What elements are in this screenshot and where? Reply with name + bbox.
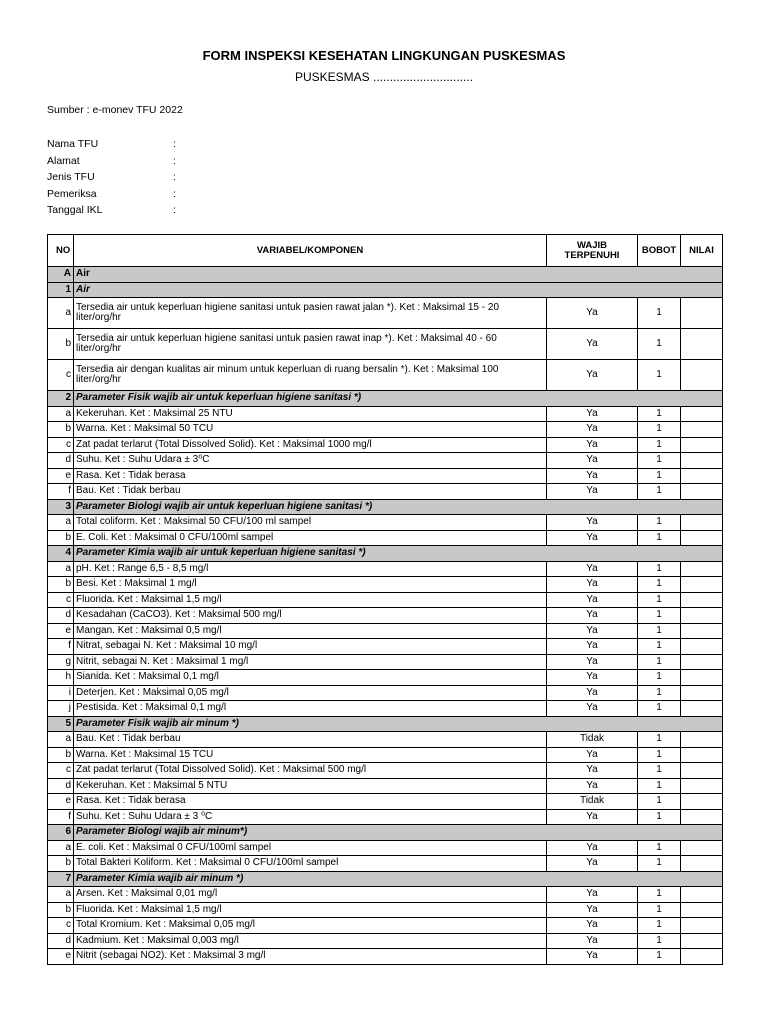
row-no: c <box>48 763 74 779</box>
header-bobot: BOBOT <box>638 235 681 267</box>
row-wajib: Ya <box>547 422 638 438</box>
row-variabel: Bau. Ket : Tidak berbau <box>74 484 547 500</box>
row-wajib: Ya <box>547 949 638 965</box>
row-nilai-input[interactable] <box>681 639 723 655</box>
row-no: A <box>48 267 74 283</box>
subsection-row <box>48 282 723 298</box>
row-wajib: Ya <box>547 747 638 763</box>
row-variabel: Fluorida. Ket : Maksimal 1,5 mg/l <box>74 592 547 608</box>
info-nama-tfu <box>47 136 176 153</box>
info-pemeriksa <box>47 186 176 203</box>
row-no: e <box>48 468 74 484</box>
table-row <box>48 809 723 825</box>
row-bobot: 1 <box>638 670 681 686</box>
subsection-row <box>48 391 723 407</box>
table-row <box>48 515 723 531</box>
row-title: Parameter Biologi wajib air untuk keperluan higiene sanitasi *) <box>74 499 723 515</box>
row-nilai-input[interactable] <box>681 949 723 965</box>
row-nilai-input[interactable] <box>681 902 723 918</box>
row-variabel: Arsen. Ket : Maksimal 0,01 mg/l <box>74 887 547 903</box>
row-nilai-input[interactable] <box>681 577 723 593</box>
row-bobot: 1 <box>638 608 681 624</box>
row-wajib: Ya <box>547 856 638 872</box>
row-variabel: Kadmium. Ket : Maksimal 0,003 mg/l <box>74 933 547 949</box>
row-bobot: 1 <box>638 623 681 639</box>
table-row <box>48 623 723 639</box>
row-nilai-input[interactable] <box>681 592 723 608</box>
subsection-row <box>48 499 723 515</box>
row-nilai-input[interactable] <box>681 856 723 872</box>
table-row <box>48 701 723 717</box>
row-no: c <box>48 437 74 453</box>
row-variabel: E. Coli. Ket : Maksimal 0 CFU/100ml sampel <box>74 530 547 546</box>
header-wajib: WAJIB TERPENUHI <box>547 235 638 267</box>
info-jenis-tfu <box>47 169 176 186</box>
info-label: Tanggal IKL <box>47 204 103 216</box>
row-title: Parameter Kimia wajib air untuk keperluan higiene sanitasi *) <box>74 546 723 562</box>
row-nilai-input[interactable] <box>681 794 723 810</box>
row-wajib: Tidak <box>547 794 638 810</box>
row-bobot: 1 <box>638 592 681 608</box>
row-variabel: Suhu. Ket : Suhu Udara ± 3⁰C <box>74 453 547 469</box>
row-bobot: 1 <box>638 747 681 763</box>
table-row <box>48 608 723 624</box>
table-row <box>48 468 723 484</box>
row-no: 5 <box>48 716 74 732</box>
row-nilai-input[interactable] <box>681 887 723 903</box>
row-nilai-input[interactable] <box>681 453 723 469</box>
row-wajib: Ya <box>547 577 638 593</box>
row-wajib: Ya <box>547 763 638 779</box>
table-row <box>48 592 723 608</box>
info-tanggal-ikl <box>47 202 176 219</box>
row-variabel: Zat padat terlarut (Total Dissolved Solid). Ket : Maksimal 500 mg/l <box>74 763 547 779</box>
row-wajib: Ya <box>547 298 638 329</box>
subsection-row <box>48 716 723 732</box>
row-no: a <box>48 732 74 748</box>
header-nilai: NILAI <box>681 235 723 267</box>
row-variabel: E. coli. Ket : Maksimal 0 CFU/100ml sampel <box>74 840 547 856</box>
row-nilai-input[interactable] <box>681 654 723 670</box>
row-nilai-input[interactable] <box>681 685 723 701</box>
row-no: b <box>48 856 74 872</box>
row-variabel: Kekeruhan. Ket : Maksimal 25 NTU <box>74 406 547 422</box>
row-variabel: Tersedia air untuk keperluan higiene sanitasi untuk pasien rawat inap *). Ket : Maksimal 40 - 60 liter/org/hr <box>74 329 547 360</box>
row-bobot: 1 <box>638 902 681 918</box>
row-nilai-input[interactable] <box>681 918 723 934</box>
row-bobot: 1 <box>638 685 681 701</box>
table-row <box>48 561 723 577</box>
row-no: 7 <box>48 871 74 887</box>
table-body <box>48 267 723 965</box>
row-no: h <box>48 670 74 686</box>
row-wajib: Ya <box>547 453 638 469</box>
table-row <box>48 437 723 453</box>
row-wajib: Ya <box>547 329 638 360</box>
section-row <box>48 267 723 283</box>
table-row <box>48 360 723 391</box>
row-bobot: 1 <box>638 561 681 577</box>
row-variabel: Mangan. Ket : Maksimal 0,5 mg/l <box>74 623 547 639</box>
row-nilai-input[interactable] <box>681 763 723 779</box>
subsection-row <box>48 871 723 887</box>
row-no: a <box>48 515 74 531</box>
table-row <box>48 918 723 934</box>
row-no: e <box>48 623 74 639</box>
row-bobot: 1 <box>638 530 681 546</box>
table-row <box>48 406 723 422</box>
row-bobot: 1 <box>638 437 681 453</box>
row-variabel: Kesadahan (CaCO3). Ket : Maksimal 500 mg/l <box>74 608 547 624</box>
row-wajib: Ya <box>547 701 638 717</box>
table-row <box>48 747 723 763</box>
row-no: b <box>48 530 74 546</box>
row-nilai-input[interactable] <box>681 515 723 531</box>
row-title: Air <box>74 267 723 283</box>
row-bobot: 1 <box>638 577 681 593</box>
table-header-row <box>48 235 723 267</box>
row-no: 4 <box>48 546 74 562</box>
info-colon: : <box>173 154 176 167</box>
row-bobot: 1 <box>638 949 681 965</box>
table-row <box>48 484 723 500</box>
row-bobot: 1 <box>638 406 681 422</box>
table-row <box>48 639 723 655</box>
row-bobot: 1 <box>638 360 681 391</box>
row-variabel: Tersedia air untuk keperluan higiene sanitasi untuk pasien rawat jalan *). Ket : Maksimal 15 - 20 liter/org/hr <box>74 298 547 329</box>
row-variabel: Zat padat terlarut (Total Dissolved Solid). Ket : Maksimal 1000 mg/l <box>74 437 547 453</box>
table-row <box>48 856 723 872</box>
table-row <box>48 949 723 965</box>
row-title: Parameter Biologi wajib air minum*) <box>74 825 723 841</box>
row-bobot: 1 <box>638 453 681 469</box>
row-bobot: 1 <box>638 484 681 500</box>
row-wajib: Ya <box>547 778 638 794</box>
table-row <box>48 887 723 903</box>
row-variabel: pH. Ket : Range 6,5 - 8,5 mg/l <box>74 561 547 577</box>
row-variabel: Nitrit, sebagai N. Ket : Maksimal 1 mg/l <box>74 654 547 670</box>
row-no: j <box>48 701 74 717</box>
row-wajib: Ya <box>547 887 638 903</box>
row-no: a <box>48 887 74 903</box>
row-bobot: 1 <box>638 515 681 531</box>
row-variabel: Fluorida. Ket : Maksimal 1,5 mg/l <box>74 902 547 918</box>
info-label: Pemeriksa <box>47 187 97 200</box>
row-wajib: Ya <box>547 530 638 546</box>
row-variabel: Besi. Ket : Maksimal 1 mg/l <box>74 577 547 593</box>
row-variabel: Nitrat, sebagai N. Ket : Maksimal 10 mg/l <box>74 639 547 655</box>
row-nilai-input[interactable] <box>681 809 723 825</box>
info-colon: : <box>173 187 176 200</box>
row-bobot: 1 <box>638 840 681 856</box>
table-row <box>48 685 723 701</box>
row-nilai-input[interactable] <box>681 329 723 360</box>
table-row <box>48 902 723 918</box>
row-bobot: 1 <box>638 887 681 903</box>
row-wajib: Ya <box>547 592 638 608</box>
row-wajib: Ya <box>547 623 638 639</box>
row-nilai-input[interactable] <box>681 747 723 763</box>
table-row <box>48 840 723 856</box>
row-no: i <box>48 685 74 701</box>
row-variabel: Total Kromium. Ket : Maksimal 0,05 mg/l <box>74 918 547 934</box>
row-no: 6 <box>48 825 74 841</box>
row-no: e <box>48 794 74 810</box>
row-wajib: Ya <box>547 809 638 825</box>
row-no: 1 <box>48 282 74 298</box>
info-colon: : <box>173 204 176 216</box>
row-bobot: 1 <box>638 422 681 438</box>
table-row <box>48 654 723 670</box>
table-row <box>48 298 723 329</box>
info-alamat <box>47 153 176 170</box>
row-title: Parameter Fisik wajib air minum *) <box>74 716 723 732</box>
row-variabel: Deterjen. Ket : Maksimal 0,05 mg/l <box>74 685 547 701</box>
row-nilai-input[interactable] <box>681 437 723 453</box>
row-variabel: Bau. Ket : Tidak berbau <box>74 732 547 748</box>
table-row <box>48 329 723 360</box>
table-row <box>48 794 723 810</box>
row-bobot: 1 <box>638 918 681 934</box>
row-no: d <box>48 778 74 794</box>
info-fields <box>47 136 176 219</box>
row-bobot: 1 <box>638 298 681 329</box>
row-wajib: Ya <box>547 484 638 500</box>
row-bobot: 1 <box>638 763 681 779</box>
row-wajib: Ya <box>547 654 638 670</box>
row-nilai-input[interactable] <box>681 670 723 686</box>
row-nilai-input[interactable] <box>681 840 723 856</box>
row-no: b <box>48 577 74 593</box>
row-nilai-input[interactable] <box>681 422 723 438</box>
inspection-table <box>47 234 723 965</box>
row-no: f <box>48 639 74 655</box>
row-no: c <box>48 360 74 391</box>
row-no: d <box>48 933 74 949</box>
row-title: Air <box>74 282 723 298</box>
row-wajib: Ya <box>547 639 638 655</box>
subsection-row <box>48 825 723 841</box>
table-row <box>48 530 723 546</box>
row-nilai-input[interactable] <box>681 701 723 717</box>
row-no: c <box>48 592 74 608</box>
row-variabel: Sianida. Ket : Maksimal 0,1 mg/l <box>74 670 547 686</box>
row-nilai-input[interactable] <box>681 623 723 639</box>
row-nilai-input[interactable] <box>681 298 723 329</box>
row-nilai-input[interactable] <box>681 778 723 794</box>
row-bobot: 1 <box>638 856 681 872</box>
row-wajib: Ya <box>547 360 638 391</box>
row-no: d <box>48 608 74 624</box>
row-variabel: Suhu. Ket : Suhu Udara ± 3 ⁰C <box>74 809 547 825</box>
row-no: f <box>48 809 74 825</box>
row-no: b <box>48 422 74 438</box>
row-no: d <box>48 453 74 469</box>
row-no: 3 <box>48 499 74 515</box>
row-variabel: Rasa. Ket : Tidak berasa <box>74 468 547 484</box>
table-row <box>48 778 723 794</box>
row-nilai-input[interactable] <box>681 484 723 500</box>
row-no: a <box>48 561 74 577</box>
row-wajib: Ya <box>547 840 638 856</box>
row-no: f <box>48 484 74 500</box>
info-label: Nama TFU <box>47 138 99 150</box>
row-bobot: 1 <box>638 654 681 670</box>
row-wajib: Ya <box>547 468 638 484</box>
table-row <box>48 453 723 469</box>
row-bobot: 1 <box>638 732 681 748</box>
row-variabel: Pestisida. Ket : Maksimal 0,1 mg/l <box>74 701 547 717</box>
row-no: c <box>48 918 74 934</box>
row-bobot: 1 <box>638 468 681 484</box>
row-variabel: Rasa. Ket : Tidak berasa <box>74 794 547 810</box>
row-no: a <box>48 298 74 329</box>
row-bobot: 1 <box>638 794 681 810</box>
row-wajib: Ya <box>547 437 638 453</box>
row-wajib: Ya <box>547 685 638 701</box>
row-title: Parameter Fisik wajib air untuk keperluan higiene sanitasi *) <box>74 391 723 407</box>
row-no: b <box>48 329 74 360</box>
header-no: NO <box>48 235 74 267</box>
table-row <box>48 422 723 438</box>
info-label: Jenis TFU <box>47 171 95 183</box>
table-row <box>48 732 723 748</box>
row-bobot: 1 <box>638 701 681 717</box>
row-nilai-input[interactable] <box>681 406 723 422</box>
row-wajib: Ya <box>547 670 638 686</box>
info-label: Alamat <box>47 154 80 167</box>
header-variabel: VARIABEL/KOMPONEN <box>74 235 547 267</box>
table-row <box>48 763 723 779</box>
row-nilai-input[interactable] <box>681 468 723 484</box>
info-colon: : <box>173 171 176 183</box>
info-colon: : <box>173 138 176 150</box>
row-nilai-input[interactable] <box>681 360 723 391</box>
table-row <box>48 670 723 686</box>
row-wajib: Ya <box>547 918 638 934</box>
row-wajib: Ya <box>547 902 638 918</box>
row-bobot: 1 <box>638 639 681 655</box>
row-no: g <box>48 654 74 670</box>
form-title: FORM INSPEKSI KESEHATAN LINGKUNGAN PUSKESMAS <box>202 48 566 63</box>
form-subtitle: PUSKESMAS .............................. <box>294 70 474 84</box>
row-no: e <box>48 949 74 965</box>
row-wajib: Ya <box>547 933 638 949</box>
row-nilai-input[interactable] <box>681 933 723 949</box>
row-variabel: Warna. Ket : Maksimal 15 TCU <box>74 747 547 763</box>
row-wajib: Ya <box>547 561 638 577</box>
row-nilai-input[interactable] <box>681 732 723 748</box>
row-title: Parameter Kimia wajib air minum *) <box>74 871 723 887</box>
row-no: b <box>48 747 74 763</box>
table-row <box>48 933 723 949</box>
row-bobot: 1 <box>638 778 681 794</box>
row-variabel: Warna. Ket : Maksimal 50 TCU <box>74 422 547 438</box>
row-wajib: Ya <box>547 608 638 624</box>
row-variabel: Total Bakteri Koliform. Ket : Maksimal 0 CFU/100ml sampel <box>74 856 547 872</box>
table-row <box>48 577 723 593</box>
row-bobot: 1 <box>638 329 681 360</box>
row-bobot: 1 <box>638 809 681 825</box>
row-wajib: Ya <box>547 406 638 422</box>
row-bobot: 1 <box>638 933 681 949</box>
row-wajib: Tidak <box>547 732 638 748</box>
subsection-row <box>48 546 723 562</box>
row-no: a <box>48 406 74 422</box>
row-no: b <box>48 902 74 918</box>
row-variabel: Total coliform. Ket : Maksimal 50 CFU/100 ml sampel <box>74 515 547 531</box>
row-no: a <box>48 840 74 856</box>
row-nilai-input[interactable] <box>681 608 723 624</box>
row-wajib: Ya <box>547 515 638 531</box>
row-nilai-input[interactable] <box>681 530 723 546</box>
row-nilai-input[interactable] <box>681 561 723 577</box>
source-note: Sumber : e-monev TFU 2022 <box>47 104 183 116</box>
row-variabel: Nitrit (sebagai NO2). Ket : Maksimal 3 mg/l <box>74 949 547 965</box>
row-no: 2 <box>48 391 74 407</box>
row-variabel: Kekeruhan. Ket : Maksimal 5 NTU <box>74 778 547 794</box>
row-variabel: Tersedia air dengan kualitas air minum untuk keperluan di ruang bersalin *). Ket : Maksimal 100 liter/org/hr <box>74 360 547 391</box>
